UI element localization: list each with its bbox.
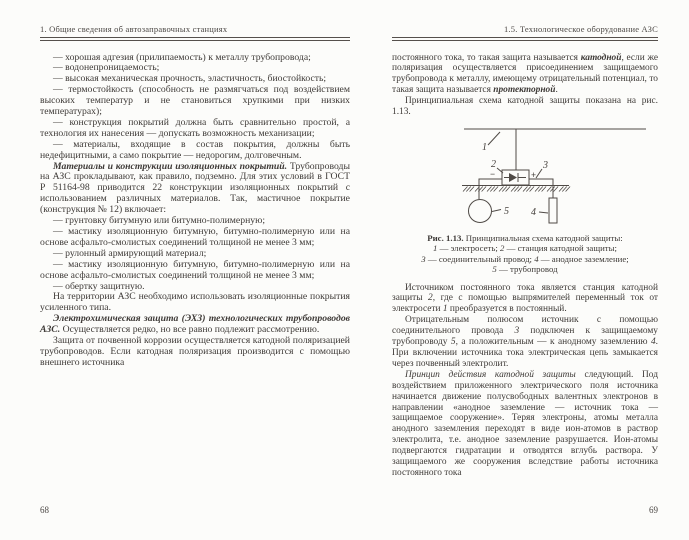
text-run: 5 <box>492 264 497 275</box>
text-run: Материалы и конструкции изоляционных покрытий. <box>53 160 288 172</box>
text-run: — конструкция покрытий должна быть сравнительно простой, а технология их нанесения — допускать возможность механизации; <box>40 116 350 139</box>
text-run: — обертку защитную. <box>53 280 145 292</box>
text-run: Источником постоянного тока является станция катодной защиты <box>392 282 658 304</box>
text-run: 1 <box>432 243 438 254</box>
bullet-item <box>40 227 350 249</box>
text-run: Принципиальная схема катодной защиты показана на рис. 1.13. <box>392 96 658 118</box>
text-run: 1 <box>442 304 448 315</box>
bullet-item <box>40 85 350 118</box>
text-run: — электросеть; <box>437 243 501 254</box>
text-run: — станция катодной защиты; <box>504 243 618 254</box>
cathodic-protection-diagram <box>456 122 658 226</box>
text-run: , если же поляризация осуществляется присоединением защищаемого трубопровода к металлу, имеющему отрицательный потенциал, то такая защита называется <box>392 52 658 96</box>
bullet-item <box>40 260 350 282</box>
paragraph <box>40 162 350 217</box>
text-run: — мастику изоляционную битумную, битумно-полимерную или на основе асфальто-смолистых соединений толщиной не менее 3 мм; <box>40 258 350 281</box>
text-run: Принцип действия катодной защиты <box>405 369 576 380</box>
label-power-line: 1 <box>482 141 487 153</box>
text-run: 3 <box>421 253 426 264</box>
page-number-right: 69 <box>649 505 658 515</box>
text-run: Отрицательным полюсом источник с помощью соединительного провода <box>392 315 658 337</box>
text-run: подключен к защищаемому трубопроводу <box>392 326 658 348</box>
text-run: — рулонный армирующий материал; <box>53 247 207 259</box>
figure-caption-line <box>394 264 656 274</box>
text-run: Осуществляется редко, но все равно подлежит рассмотрению. <box>60 324 320 336</box>
text-run: — грунтовку битумную или битумно-полимерную; <box>53 215 266 227</box>
diode-icon <box>509 173 517 182</box>
text-run: — мастику изоляционную битумную, битумно-полимерную или на основе асфальто-смолистых соединений толщиной не менее 3 мм; <box>40 226 350 248</box>
figure-caption-line <box>394 233 656 243</box>
paragraph <box>40 292 350 314</box>
page-number-left: 68 <box>40 505 49 515</box>
text-run: протекторной <box>493 85 556 96</box>
right-page-body <box>392 53 658 479</box>
minus-sign: − <box>490 168 496 179</box>
text-run: Защита от почвенной коррозии осуществляется катодной поляризацией трубопроводов. Если катодная поляризация производится с помощью внешнего источника <box>40 335 350 368</box>
cathode-wire <box>479 179 502 199</box>
label-anode: 4 <box>531 206 536 218</box>
text-run: — анодное заземление; <box>538 253 629 264</box>
paragraph <box>392 315 658 370</box>
text-run: Принципиальная схема катодной защиты: <box>463 232 623 243</box>
right-page <box>392 24 658 479</box>
figure-caption-line <box>394 243 656 253</box>
figure-caption-line <box>394 254 656 264</box>
bullet-item <box>40 140 350 162</box>
paragraph <box>40 314 350 336</box>
left-page <box>40 24 350 369</box>
bullet-item <box>40 118 350 140</box>
label-5-tick <box>492 209 501 211</box>
text-run: — соединительный провод; <box>425 253 535 264</box>
text-run: . <box>555 85 558 96</box>
label-3-tick <box>536 169 542 178</box>
text-run: постоянного тока, то такая защита называется <box>392 52 581 63</box>
text-run: 2 <box>500 243 505 254</box>
label-1-tick <box>488 132 500 145</box>
paragraph <box>40 336 350 369</box>
text-run: — термостойкость (способность не размягчаться под воздействием высоких температур и не становиться хрупкими при низких температурах); <box>40 84 350 118</box>
label-4-tick <box>539 212 548 213</box>
running-header-right: 1.5. Технологическое оборудование АЗС <box>503 24 658 34</box>
text-run: 5 <box>450 337 456 348</box>
label-wire: 3 <box>543 159 548 171</box>
text-run: 3 <box>514 326 520 337</box>
text-run: Трубопроводы на АЗС прокладывают, как правило, подземно. Для этих условий в ГОСТ Р 51164-98 приводится 22 конструкции изоляционных покрытий с использованием различных материалов. Так, мастичное покрытие (конструкция № 12) включает: <box>40 160 350 216</box>
text-run: — водонепроницаемость; <box>53 62 160 74</box>
paragraph <box>392 370 658 479</box>
text-run: — материалы, входящие в состав покрытия, должны быть недефицитными, а само покрытие — недорогим, долговечным. <box>40 138 350 161</box>
paragraph <box>392 96 658 118</box>
text-run: 4 <box>650 337 656 348</box>
text-run: На территории АЗС необходимо использовать изоляционные покрытия усиленного типа. <box>40 291 350 314</box>
paragraph <box>392 283 658 316</box>
text-run: 4 <box>534 253 539 264</box>
pipeline-circle <box>469 199 492 222</box>
text-run: катодной <box>580 52 622 63</box>
text-run: Электрохимическая защита (ЭХЗ) технологических трубопроводов АЗС. <box>40 313 350 336</box>
text-run: 2 <box>428 293 433 304</box>
figure-1-13 <box>392 122 658 275</box>
text-run: — высокая механическая прочность, эластичность, биостойкость; <box>53 73 327 85</box>
paragraph <box>392 53 658 97</box>
text-run: . При включении источника тока электрическая цепь замыкается через почвенный электролит. <box>392 337 658 369</box>
text-run: , где с помощью выпрямителей переменный ток от электросети <box>392 293 658 315</box>
text-run: — хорошая адгезия (прилипаемость) к металлу трубопровода; <box>53 51 311 63</box>
label-station: 2 <box>491 158 496 170</box>
left-page-body <box>40 53 350 369</box>
figure-caption <box>394 233 656 275</box>
header-rule <box>40 37 350 41</box>
text-run: Рис. 1.13. <box>427 232 464 243</box>
plus-sign: + <box>531 169 537 180</box>
running-header-left: 1. Общие сведения об автозаправочных станциях <box>40 24 228 34</box>
anode-rect <box>549 198 557 223</box>
text-run: следующий. Под воздействием приложенного электрического поля источника начинается движение полусвободных валентных электронов в направлении «анодное заземление — источник тока — защищаемое сооружение». Теряя электроны, атомы металла анодного заземления переходят в виде ион-атомов в раствор электролита, т.е. анодное заземление разрушается. Ион-атомы подвергаются гидратации и отводятся вглубь раствора. У защищаемого же сооружения вследствие работы источника постоянного тока <box>392 369 658 478</box>
text-run: преобразуется в постоянный. <box>447 304 567 315</box>
text-run: , а положительным — к анодному заземлению <box>455 337 651 348</box>
text-run: — трубопровод <box>496 264 558 275</box>
header-rule <box>392 37 658 41</box>
label-pipeline: 5 <box>504 205 509 217</box>
